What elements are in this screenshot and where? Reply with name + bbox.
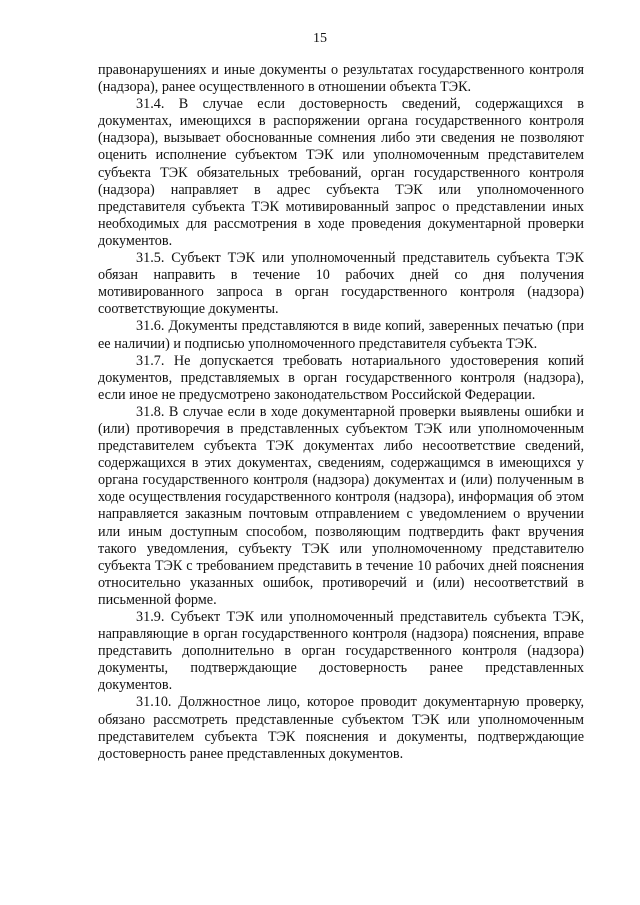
paragraph-continuation: правонарушениях и иные документы о результатах государственного контроля (надзора), ранее осуществленного в отношении объекта ТЭК. [98,62,584,96]
page-number: 15 [313,31,327,46]
paragraph-31-8: 31.8. В случае если в ходе документарной проверки выявлены ошибки и (или) противоречия в представленных субъектом ТЭК или уполномоченным представителем субъекта ТЭК документах либо несоответствие сведений, содержащихся в этих документах, сведениям, содержащимся в имеющихся у органа государственного контроля (надзора) документах и (или) полученным в ходе осуществления государственного контроля (надзора), информация об этом направляется заказным почтовым отправлением с уведомлением о вручении или иным доступным способом, позволяющим подтвердить факт вручения такого уведомления, субъекту ТЭК или уполномоченному представителю субъекта ТЭК с требованием представить в течение 10 рабочих дней пояснения относительно указанных ошибок, противоречий и (или) несоответствий в письменной форме. [98,403,584,608]
paragraph-31-7: 31.7. Не допускается требовать нотариального удостоверения копий документов, представляемых в орган государственного контроля (надзора), если иное не предусмотрено законодательством Российской Федерации. [98,352,584,403]
paragraph-31-9: 31.9. Субъект ТЭК или уполномоченный представитель субъекта ТЭК, направляющие в орган государственного контроля (надзора) пояснения, вправе представить дополнительно в орган государственного контроля (надзора) документы, подтверждающие достоверность ранее представленных документов. [98,609,584,694]
paragraph-31-6: 31.6. Документы представляются в виде копий, заверенных печатью (при ее наличии) и подписью уполномоченного представителя субъекта ТЭК. [98,318,584,352]
paragraph-31-4: 31.4. В случае если достоверность сведений, содержащихся в документах, имеющихся в распоряжении органа государственного контроля (надзора), вызывает обоснованные сомнения либо эти сведения не позволяют оценить исполнение субъектом ТЭК или уполномоченным представителем субъекта ТЭК обязательных требований, орган государственного контроля (надзора) направляет в адрес субъекта ТЭК или уполномоченного представителя субъекта ТЭК мотивированный запрос о представлении иных необходимых для рассмотрения в ходе проведения документарной проверки документов. [98,96,584,249]
paragraph-31-5: 31.5. Субъект ТЭК или уполномоченный представитель субъекта ТЭК обязан направить в течение 10 рабочих дней со дня получения мотивированного запроса в орган государственного контроля (надзора) соответствующие документы. [98,250,584,318]
paragraph-31-10: 31.10. Должностное лицо, которое проводит документарную проверку, обязано рассмотреть представленные субъектом ТЭК или уполномоченным представителем субъекта ТЭК пояснения и документы, подтверждающие достоверность ранее представленных документов. [98,694,584,762]
document-body [98,62,584,763]
